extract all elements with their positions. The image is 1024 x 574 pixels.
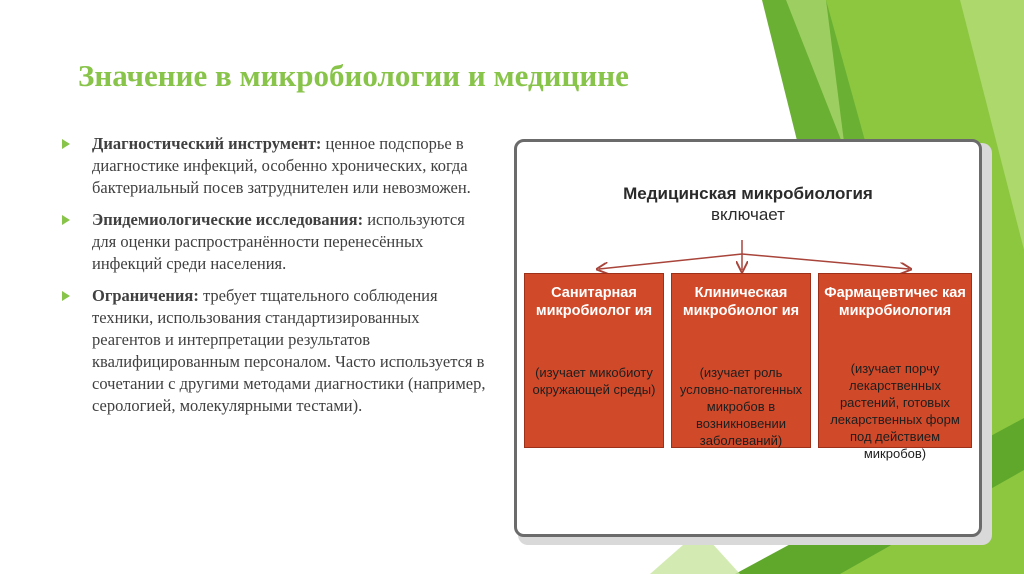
box-title: Санитарная микробиолог ия [535,285,653,319]
box-description: (изучает роль условно-патогенных микробов в возникновении заболеваний) [679,365,803,448]
bullet-arrow-icon [62,215,70,225]
bullet-item [60,285,488,417]
bullet-text: используются для оценки распространённости перенесённых инфекций среди населения. [92,210,465,273]
bullet-term: Ограничения: [92,286,199,305]
bullet-term: Эпидемиологические исследования: [92,210,364,229]
diagram-title: Медицинская микробиология [623,184,873,203]
bullet-text: требует тщательного соблюдения техники, использования стандартизированных реагентов и интерпретации результатов квалифицированным персоналом. Часто используется в сочетании с другими методами диагностики (например, серологией, молекулярными тестами). [92,286,486,415]
bullet-arrow-icon [62,291,70,301]
diagram-panel [514,139,982,537]
box-clinical [671,273,811,448]
box-title: Фармацевтичес кая микробиология [824,285,966,319]
box-sanitary [524,273,664,448]
bullet-text: ценное подспорье в диагностике инфекций, особенно хронических, когда бактериальный посев затруднителен или невозможен. [92,134,471,197]
connector-arrow-right [742,254,909,269]
bullet-item [60,209,488,275]
box-description: (изучает микобиоту окружающей среды) [532,365,656,397]
diagram-subtitle: включает [711,205,785,224]
box-pharmaceutical [818,273,972,461]
box-title: Клиническая микробиолог ия [682,285,800,319]
bullet-arrow-icon [62,139,70,149]
bullet-item [60,133,488,199]
page-title: Значение в микробиологии и медицине [78,58,629,93]
bullet-list [60,133,488,427]
connector-arrow-left [599,254,742,269]
bullet-term: Диагностический инструмент: [92,134,322,153]
box-description: (изучает порчу лекарственных растений, готовых лекарственных форм под действием микробов) [830,361,960,461]
